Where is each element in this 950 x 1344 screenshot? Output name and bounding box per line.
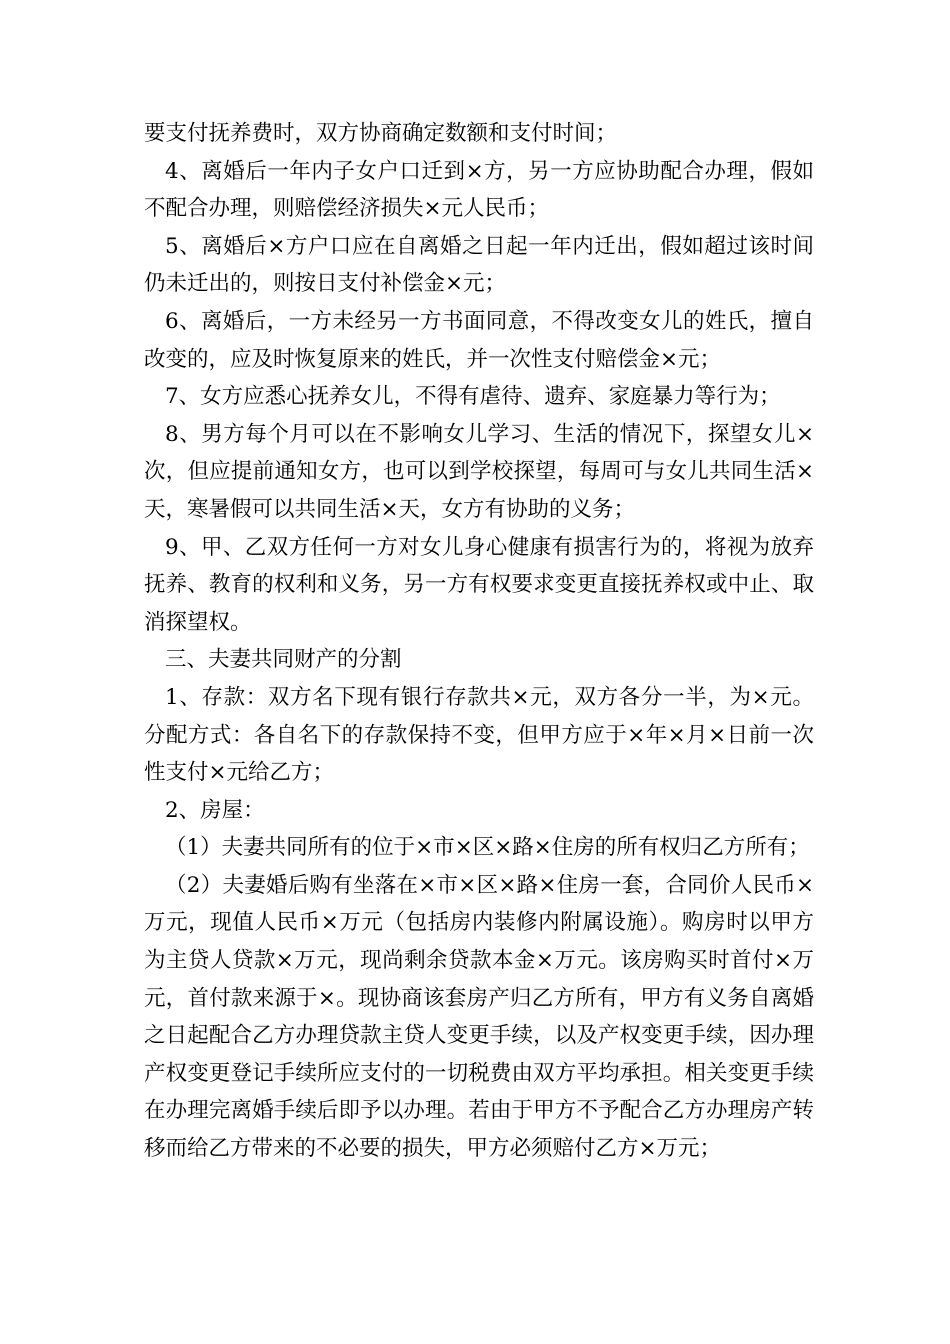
paragraph-deposits: 1、存款：双方名下现有银行存款共×元，双方各分一半，为×元。分配方式：各自名下的存款保持不变，但甲方应于×年×月×日前一次性支付×元给乙方；	[144, 684, 814, 786]
paragraph-housing-1: （1）夫妻共同所有的位于×市×区×路×住房的所有权归乙方所有；	[165, 835, 810, 861]
paragraph-item-7: 7、女方应悉心抚养女儿，不得有虐待、遗弃、家庭暴力等行为；	[165, 384, 781, 410]
paragraph-housing-2: （2）夫妻婚后购有坐落在×市×区×路×住房一套，合同价人民币×万元，现值人民币×万元（包括房内装修内附属设施）。购房时以甲方为主贷人贷款×万元，现尚剩余贷款本金×万元。该房购买时首付×万元，首付款来源于×。现协商该套房产归乙方所有，甲方有义务自离婚之日起配合乙方办理贷款主贷人变更手续，以及产权变更手续，因办理产权变更登记手续所应支付的一切税费由双方平均承担。相关变更手续在办理完离婚手续后即予以办理。若由于甲方不予配合乙方办理房产转移而给乙方带来的不必要的损失，甲方必须赔付乙方×万元；	[144, 872, 814, 1162]
paragraph-housing-heading: 2、房屋：	[165, 797, 265, 823]
document-body	[144, 115, 814, 1168]
paragraph-continuation: 要支付抚养费时，双方协商确定数额和支付时间；	[144, 121, 618, 146]
paragraph-item-5: 5、离婚后×方户口应在自离婚之日起一年内迁出，假如超过该时间仍未迁出的，则按日支付补偿金×元；	[144, 233, 814, 297]
paragraph-item-6: 6、离婚后，一方未经另一方书面同意，不得改变女儿的姓氏，擅自改变的，应及时恢复原来的姓氏，并一次性支付赔偿金×元；	[144, 308, 814, 372]
paragraph-item-4: 4、离婚后一年内子女户口迁到×方，另一方应协助配合办理，假如不配合办理，则赔偿经济损失×元人民币；	[144, 158, 814, 222]
paragraph-item-8: 8、男方每个月可以在不影响女儿学习、生活的情况下，探望女儿×次，但应提前通知女方，也可以到学校探望，每周可与女儿共同生活×天，寒暑假可以共同生活×天，女方有协助的义务；	[144, 421, 814, 522]
section-heading-property-division: 三、夫妻共同财产的分割	[165, 647, 402, 673]
paragraph-item-9: 9、甲、乙双方任何一方对女儿身心健康有损害行为的，将视为放弃抚养、教育的权利和义务，另一方有权要求变更直接抚养权或中止、取消探望权。	[144, 534, 814, 635]
